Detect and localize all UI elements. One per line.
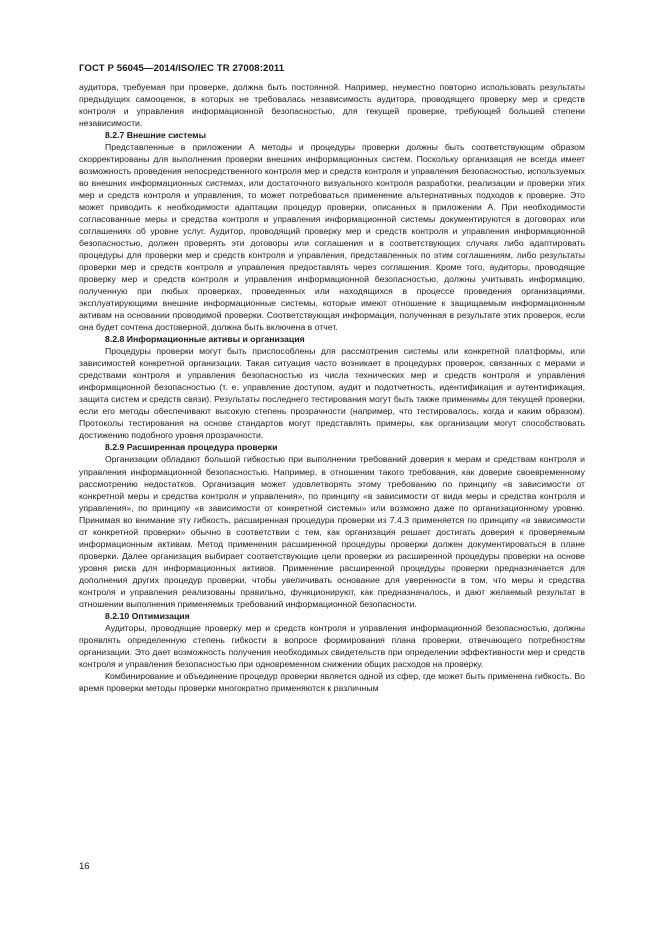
section-heading-8-2-7: 8.2.7 Внешние системы: [105, 130, 206, 141]
paragraph-optimization-1: Аудиторы, проводящие проверку мер и средств контроля и управления информационной безопасностью, должны проявлять определенную степень гибкости в вопросе формирования плана проверки, отвечающего потребностям организации. Это дает возможность получения необходимых свидетельств при определении эффективности мер и средств контроля и управления безопасностью при одновременном снижении общих расходов на проверку.: [79, 622, 585, 669]
paragraph-optimization-2: Комбинирование и объединение процедур проверки является одной из сфер, где может быть применена гибкость. Во время проверки методы проверки многократно применяются к различным: [79, 670, 585, 693]
paragraph-extended-procedure: Организации обладают большой гибкостью при выполнении требований доверия к мерам и средствам контроля и управления информационной безопасностью. Например, в отношении такого требования, как доверие своевременному рассмотрению недостатков. Организация может удовлетворять этому требованию по принципу «в зависимости от конкретной меры и средства контроля и управления», по принципу «в зависимости от вида меры и средства контроля и управления», по принципу «в зависимости от конкретной системы» или возможно даже по организационному уровню. Принимая во внимание эту гибкость, расширенная процедура проверки из 7.4.3 применяется по принципу «в зависимости от конкретной проверки» обычно в соответствии с тем, как организация решает достигать доверия к проверяемым информационным активам. Метод применения расширенной процедуры проверки должен документироваться в плане проверки. Далее организация выбирает соответствующие цели проверки из расширенной процедуры проверки на основе уровня риска для информационных активов. Применение расширенной процедуры проверки предназначается для дополнения других процедур проверки, чтобы увеличивать основание для уверенности в том, что меры и средства контроля и управления реализованы правильно, функционируют, как предназначалось, и дают желаемый результат в отношении выполнения применяемых требований информационной безопасности.: [79, 454, 585, 609]
section-heading-8-2-8: 8.2.8 Информационные активы и организация: [105, 334, 305, 345]
document-header: ГОСТ Р 56045—2014/ISO/IEC TR 27008:2011: [79, 63, 285, 74]
document-body: [79, 81, 585, 694]
section-heading-8-2-10: 8.2.10 Оптимизация: [105, 610, 190, 621]
paragraph-information-assets: Процедуры проверки могут быть приспособлены для рассмотрения системы или конкретной платформы, или зависимостей конкретной организации. Такая ситуация часто возникает в процедурах проверок, связанных с мерами и средствами контроля и управления безопасностью из числа технических мер и средств контроля и управления информационной безопасностью (т. е. управление доступом, аудит и подотчетность, идентификация и аутентификация, защита систем и средств связи). Результаты последнего тестирования могут быть также применимы для текущей проверки, если его методы обеспечивают высокую степень прозрачности (например, что тестировалось, когда и каким образом). Протоколы тестирования на основе стандартов могут представлять примеры, как организации могут способствовать достижению подобного уровня прозрачности.: [79, 346, 585, 441]
paragraph-external-systems: Представленные в приложении А методы и процедуры проверки должны быть соответствующим образом скорректированы для выполнения проверки внешних информационных систем. Поскольку организация не всегда имеет возможность проведения непосредственного контроля мер и средств контроля и управления безопасностью, используемых во внешних информационных системах, или достаточного визуального контроля разработки, реализации и проверки этих мер и средств контроля и управления, то может потребоваться применение альтернативных подходов к проверке. Это может приводить к необходимости адаптации процедур проверки, описанных в приложении А. При необходимости согласованные меры и средства контроля и управления информационной системы документируются в договорах или соглашениях об уровне услуг. Аудитор, проводящий проверку мер и средств контроля и управления информационной безопасностью, должен проверять эти договоры или соглашения и в соответствующих случаях либо адаптировать процедуры для проверки мер и средств контроля и управления, представленных по этим соглашениям, либо результаты проверки мер и средств контроля и управления предоставлять через соглашения. Кроме того, аудиторы, проводящие проверку мер и средств контроля и управления информационной безопасностью, должны учитывать информацию, полученную при любых проверках, проведенных или находящихся в процессе проведения организациями, эксплуатирующими внешние информационные системы, которые имеют отношение к защищаемым информационным активам на основании проводимой проверки. Соответствующая информация, полученная в результате этих проверок, если она будет сочтена достоверной, должна быть включена в отчет.: [79, 142, 585, 333]
section-heading-8-2-9: 8.2.9 Расширенная процедура проверки: [105, 442, 278, 453]
page-number: 16: [79, 861, 90, 872]
paragraph-continuation: аудитора, требуемая при проверке, должна быть постоянной. Например, неуместно повторно использовать результаты предыдущих самооценок, в которых не требовалась независимость аудитора, проводящего проверку мер и средств контроля и управления информационной безопасностью, для текущей проверке, требующей большей степени независимости.: [79, 82, 585, 129]
